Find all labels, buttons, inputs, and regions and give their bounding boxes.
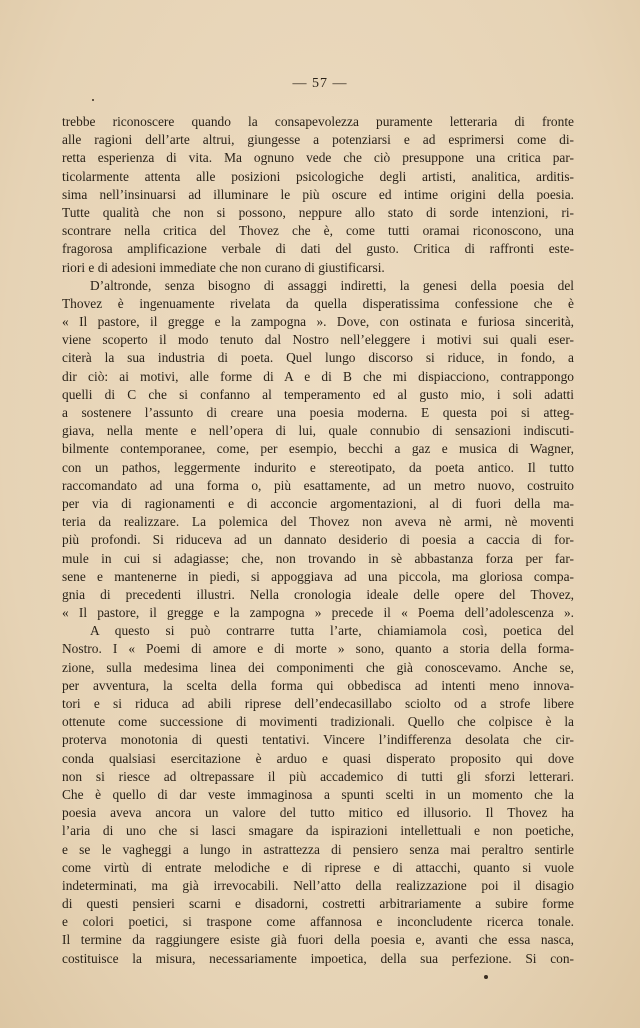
text-line: riori e di adesioni immediate che non curano di giustificarsi. bbox=[62, 259, 385, 275]
text-line: con un pathos, leggermente indurito e stereotipato, da poeta antico. Il tutto bbox=[62, 459, 574, 475]
text-line: quelli di C che si confanno al temperamento ed al gusto mio, i soli adatti bbox=[62, 386, 574, 402]
text-line: D’altronde, senza bisogno di assaggi indiretti, la genesi della poesia del bbox=[90, 277, 574, 293]
text-line: ottenute come successione di movimenti tradizionali. Quello che colpisce è la bbox=[62, 714, 574, 730]
text-line: mule in cui si adagiasse; che, non trovando in sè abbastanza forza per far- bbox=[62, 550, 574, 566]
text-line: sima nell’insinuarsi ad illuminare le più oscure ed intime origini della poesia. bbox=[62, 186, 574, 202]
text-line: tori e si riduca ad abili riprese dell’endecasillabo sciolto od a strofe libere bbox=[62, 696, 574, 711]
paper-speck bbox=[484, 975, 488, 979]
text-line: fragorosa amplificazione verbale di dati del gusto. Critica di raffronti este- bbox=[62, 241, 574, 257]
text-line: bilmente contemporanee, come, per esempio, becchi a gaz e musica di Wagner, bbox=[62, 441, 574, 457]
text-line: e colori poetici, si traspone come affannosa e inconcludente ricerca tonale. bbox=[62, 914, 574, 930]
text-line: di questi pensieri scarni e disadorni, costretti arbitrariamente a subire forme bbox=[62, 896, 574, 912]
text-line: per via di ragionamenti e di acconcie argomentazioni, al di fuori della ma- bbox=[62, 495, 574, 511]
text-line: Il termine da raggiungere esiste già fuori della poesia e, avanti che essa nasca, bbox=[62, 932, 574, 948]
text-line: dir ciò: ai motivi, alle forme di A e di B che mi dispiacciono, contrappongo bbox=[62, 368, 574, 384]
text-line: l’aria di uno che si lasci smagare da ispirazioni intellettuali e non poetiche, bbox=[62, 823, 574, 839]
text-line: gnia di precedenti illustri. Nella cronologia ideale delle opere del Thovez, bbox=[62, 586, 574, 602]
text-line: trebbe riconoscere quando la consapevolezza puramente letteraria di fronte bbox=[62, 114, 574, 129]
page-number: — 57 — bbox=[292, 76, 348, 91]
text-line: costituisce la misura, necessariamente impoetica, della sua perfezione. Si con- bbox=[62, 950, 574, 966]
text-line: non si riesce ad oltrepassare il più accademico di tutti gli sforzi letterari. bbox=[62, 768, 574, 784]
text-line: poesia aveva ancora un valore del tutto mitico ed illusorio. Il Thovez ha bbox=[62, 805, 574, 821]
text-line: sene e mantenerne in piedi, si appoggiava ad una piccola, ma gloriosa compa- bbox=[62, 568, 574, 584]
text-line: Thovez è ingenuamente rivelata da quella disperatissima confessione che è bbox=[62, 295, 574, 311]
text-line: alle ragioni dell’arte altrui, giungesse a potenziarsi e ad esprimersi come di- bbox=[62, 132, 574, 148]
text-line: e se le vagheggi a lungo in astrattezza di pensiero senza mai peraltro sentirle bbox=[62, 841, 574, 857]
text-line: viene scoperto il modo tenuto dal Nostro nell’eleggere i motivi sui quali eser- bbox=[62, 332, 574, 348]
text-line: retta esperienza di vita. Ma ognuno vede che ciò presuppone una critica par- bbox=[62, 150, 574, 166]
text-line: per avventura, la scelta della forma qui obbedisca ad intenti meno innova- bbox=[62, 677, 574, 693]
text-line: giava, nella mente e nell’opera di lui, quale connubio di sensazioni indiscuti- bbox=[62, 423, 574, 439]
text-line: raccomandato ad una forma o, più esattamente, ad un metro nuovo, costruito bbox=[62, 477, 574, 493]
text-line: ticolarmente attenta alle posizioni psicologiche degli artisti, analitica, arditis- bbox=[62, 168, 574, 184]
text-line: scontrare nella critica del Thovez che è, come tutti oramai riconoscono, una bbox=[62, 223, 574, 239]
body-text bbox=[62, 113, 574, 968]
text-line: a sostenere l’assunto di creare una poesia moderna. E questa poi si atteg- bbox=[62, 405, 574, 420]
text-line: più profondi. Si riduceva ad un dannato desiderio di poesia a caccia di for- bbox=[62, 532, 574, 548]
text-line: conda qualsiasi esercitazione è arduo e quasi disperato proposito qui dove bbox=[62, 750, 574, 766]
paper-speck bbox=[92, 99, 94, 101]
text-line: citerà la sua industria di poeta. Quel lungo discorso si riduce, in fondo, a bbox=[62, 350, 574, 366]
text-line: « Il pastore, il gregge e la zampogna » precede il « Poema dell’adolescenza ». bbox=[62, 605, 574, 621]
text-line: Nostro. I « Poemi di amore e di morte » sono, quanto a storia della forma- bbox=[62, 641, 574, 657]
text-line: Che è quello di dar veste immaginosa a spunti scelti in un momento che la bbox=[62, 786, 574, 802]
text-line: Tutte qualità che non si possono, neppure allo stato di sorde intenzioni, ri- bbox=[62, 204, 574, 220]
text-line: proterva monotonia di questi tentativi. Vincere l’indifferenza desolata che cir- bbox=[62, 732, 574, 748]
text-line: A questo si può contrarre tutta l’arte, chiamiamola così, poetica del bbox=[90, 623, 574, 639]
text-line: teria da realizzare. La polemica del Thovez non aveva nè armi, nè moventi bbox=[62, 514, 574, 530]
text-line: come virtù di entrate melodiche e di riprese e di attacchi, quanto si vuole bbox=[62, 859, 574, 875]
text-line: indeterminati, ma già irrevocabili. Nell’atto della realizzazione poi il disagio bbox=[62, 877, 574, 893]
text-line: zione, sulla medesima linea dei componimenti che già conoscevamo. Anche se, bbox=[62, 659, 574, 675]
text-line: « Il pastore, il gregge e la zampogna ». Dove, con ostinata e furiosa sincerità, bbox=[62, 314, 574, 330]
